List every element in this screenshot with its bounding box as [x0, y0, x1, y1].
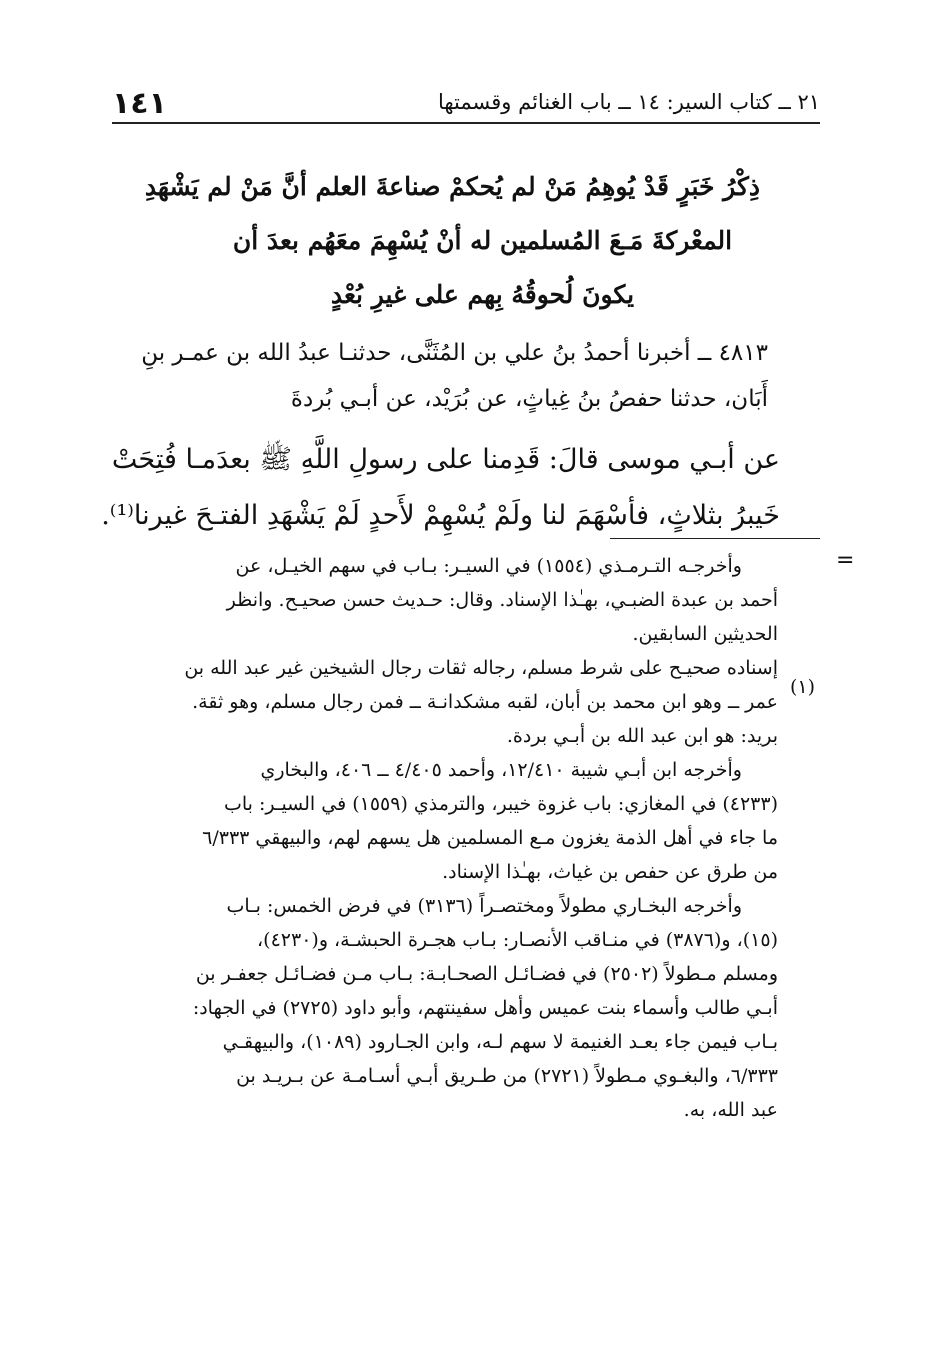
footnote-line: عبد الله، به. — [683, 1099, 778, 1121]
hadith-matn — [101, 432, 780, 544]
footnotes — [118, 549, 778, 1127]
footnote-line: ومسلم مـطولاً (٢٥٠٢) في فضـائـل الصحـابـة: بـاب مـن فضـائـل جعفـر بن — [195, 963, 778, 985]
footnote-line: وأخرجه ابن أبـي شيبة ١٢/٤١٠، وأحمد ٤/٤٠٥ ــ ٤٠٦، والبخاري — [260, 759, 742, 781]
footnote-number: (١) — [790, 676, 816, 698]
hadith-isnad — [118, 330, 768, 422]
footnote-separator — [610, 538, 820, 539]
footnote-line: الحديثين السابقين. — [632, 623, 778, 645]
footnote-line: وأخرجـه التـرمـذي (١٥٥٤) في السيـر: بـاب في سهم الخيـل، عن — [235, 555, 742, 577]
matn-line: خَيبرُ بثلاثٍ، فأسْهَمَ لنا ولَمْ يُسْهِمْ لأَحدٍ لَمْ يَشْهَدِ الفتـحَ غيرنا⁽¹⁾. — [101, 500, 780, 531]
running-title: ٢١ ــ كتاب السير: ١٤ ــ باب الغنائم وقسمتها — [437, 90, 820, 114]
footnote-line: إسناده صحيـح على شرط مسلم، رجاله ثقات رجال الشيخين غير عبد الله بن — [184, 657, 778, 679]
footnote-line: (٤٢٣٣) في المغازي: باب غزوة خيبر، والترمذي (١٥٥٩) في السيـر: باب — [223, 793, 778, 815]
footnote-line: أحمد بن عبدة الضبـي، بهـٰذا الإسناد. وقال: حـديث حسن صحيـح. وانظر — [226, 589, 778, 611]
footnote-continuation-marker: = — [836, 548, 855, 573]
matn-line: عن أبـي موسى قالَ: قَدِمنا على رسولِ اللَّهِ ﷺ بعدَمـا فُتِحَتْ — [111, 444, 780, 475]
page-number: ١٤١ — [112, 86, 167, 121]
running-header — [112, 82, 820, 124]
footnote-line: ٦/٣٣٣، والبغـوي مـطولاً (٢٧٢١) من طـريق أبـي أسـامـة عن بـريـد بن — [236, 1065, 778, 1087]
footnote-line: من طرق عن حفص بن غياث، بهـٰذا الإسناد. — [442, 861, 778, 883]
footnote-line: ما جاء في أهل الذمة يغزون مـع المسلمين هل يسهم لهم، والبيهقي ٦/٣٣٣ — [202, 827, 778, 849]
footnote-line: أبـي طالب وأسماء بنت عميس وأهل سفينتهم، وأبو داود (٢٧٢٥) في الجهاد: — [192, 997, 778, 1019]
isnad-line: ٤٨١٣ ــ أخبرنا أحمدُ بنُ علي بن المُثَنَّى، حدثنـا عبدُ الله بن عمـر بنِ — [141, 340, 768, 366]
footnote-line: عمر ــ وهو ابن محمد بن أبان، لقبه مشكدانـة ــ فمن رجال مسلم، وهو ثقة. — [192, 691, 778, 713]
chapter-heading-line: المعْركةَ مَـعَ المُسلمين له أنْ يُسْهِمَ معَهُم بعدَ أن — [232, 226, 733, 255]
footnote-line: (١٥)، و(٣٨٧٦) في منـاقب الأنصـار: بـاب هجـرة الحبشـة، و(٤٢٣٠)، — [257, 929, 778, 951]
chapter-heading-line: يكونَ لُحوقُهُ بِهم على غيرِ بُعْدٍ — [330, 280, 635, 309]
footnote-line: بـاب فيمن جاء بعـد الغنيمة لا سهم لـه، وابن الجـارود (١٠٨٩)، والبيهقـي — [222, 1031, 778, 1053]
footnote-line: بريد: هو ابن عبد الله بن أبـي بردة. — [506, 725, 778, 747]
chapter-heading — [144, 160, 760, 322]
isnad-line: أَبَان، حدثنا حفصُ بنُ غِياثٍ، عن بُرَيْد، عن أبـي بُردةَ — [290, 386, 768, 412]
footnote-line: وأخرجه البخـاري مطولاً ومختصـراً (٣١٣٦) في فرض الخمس: بـاب — [226, 895, 742, 917]
chapter-heading-line: ذِكْرُ خَبَرٍ قَدْ يُوهِمُ مَنْ لم يُحكمْ صناعةَ العلم أنَّ مَنْ لم يَشْهَدِ — [144, 172, 760, 201]
